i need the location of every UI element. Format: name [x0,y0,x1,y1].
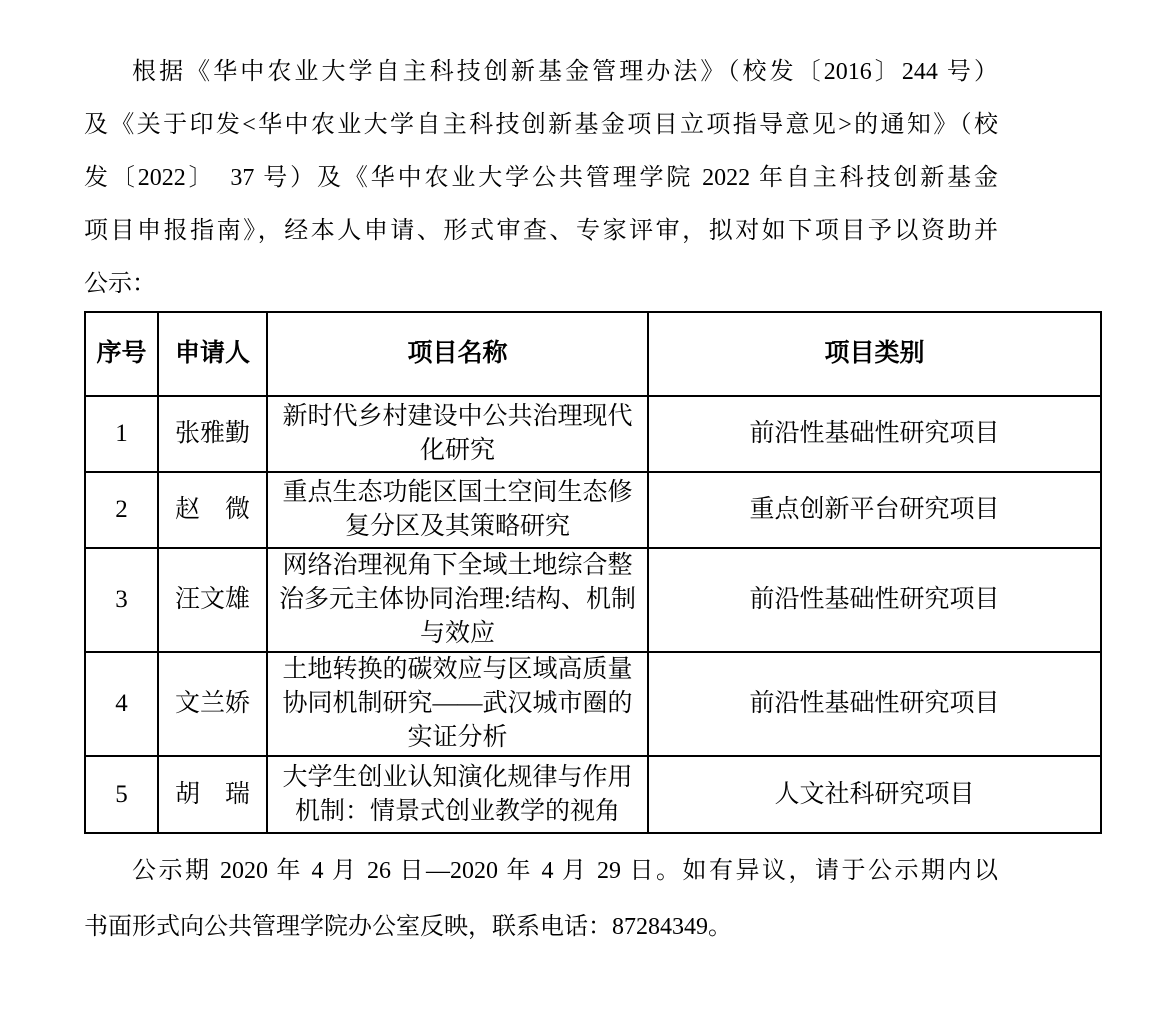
cell-serial-number: 3 [85,548,158,652]
paragraph-line: 公示期 2020 年 4 月 26 日—2020 年 4 月 29 日。如有异议，请于公示期内以 [132,858,998,884]
cell-applicant-name: 胡 瑞 [158,756,267,833]
cell-applicant-name: 文兰娇 [158,652,267,756]
cell-serial-number: 5 [85,756,158,833]
header-project-name: 项目名称 [267,312,648,396]
cell-project-title: 重点生态功能区国土空间生态修 复分区及其策略研究 [267,472,648,548]
table-row [85,652,1101,756]
cell-project-category: 前沿性基础性研究项目 [648,652,1101,756]
header-project-category: 项目类别 [648,312,1101,396]
paragraph-line: 公示： [84,271,156,297]
table-row [85,396,1101,472]
cell-project-category: 重点创新平台研究项目 [648,472,1101,548]
cell-serial-number: 4 [85,652,158,756]
cell-serial-number: 1 [85,396,158,472]
closing-paragraph [84,843,998,955]
paragraph-line: 根据《华中农业大学自主科技创新基金管理办法》（校发〔2016〕244 号） [132,59,998,85]
cell-serial-number: 2 [85,472,158,548]
header-applicant: 申请人 [158,312,267,396]
cell-project-title: 新时代乡村建设中公共治理现代 化研究 [267,396,648,472]
paragraph-line: 书面形式向公共管理学院办公室反映，联系电话：87284349。 [84,914,732,940]
intro-paragraph [84,46,998,311]
header-serial-number: 序号 [85,312,158,396]
cell-project-title: 大学生创业认知演化规律与作用 机制：情景式创业教学的视角 [267,756,648,833]
table-row [85,548,1101,652]
table-row [85,472,1101,548]
cell-applicant-name: 赵 微 [158,472,267,548]
funded-projects-table [84,311,1102,834]
paragraph-line: 及《关于印发<华中农业大学自主科技创新基金项目立项指导意见>的通知》（校 [84,112,998,138]
cell-project-category: 前沿性基础性研究项目 [648,396,1101,472]
cell-project-title: 网络治理视角下全域土地综合整 治多元主体协同治理:结构、机制 与效应 [267,548,648,652]
cell-project-category: 人文社科研究项目 [648,756,1101,833]
paragraph-line: 发〔2022〕 37 号）及《华中农业大学公共管理学院 2022 年自主科技创新基金 [84,165,998,191]
cell-project-title: 土地转换的碳效应与区域高质量 协同机制研究——武汉城市圈的 实证分析 [267,652,648,756]
table-body [85,396,1101,833]
cell-applicant-name: 汪文雄 [158,548,267,652]
table-row [85,756,1101,833]
table-header-row [85,312,1101,396]
cell-project-category: 前沿性基础性研究项目 [648,548,1101,652]
paragraph-line: 项目申报指南》，经本人申请、形式审查、专家评审，拟对如下项目予以资助并 [84,218,998,244]
cell-applicant-name: 张雅勤 [158,396,267,472]
